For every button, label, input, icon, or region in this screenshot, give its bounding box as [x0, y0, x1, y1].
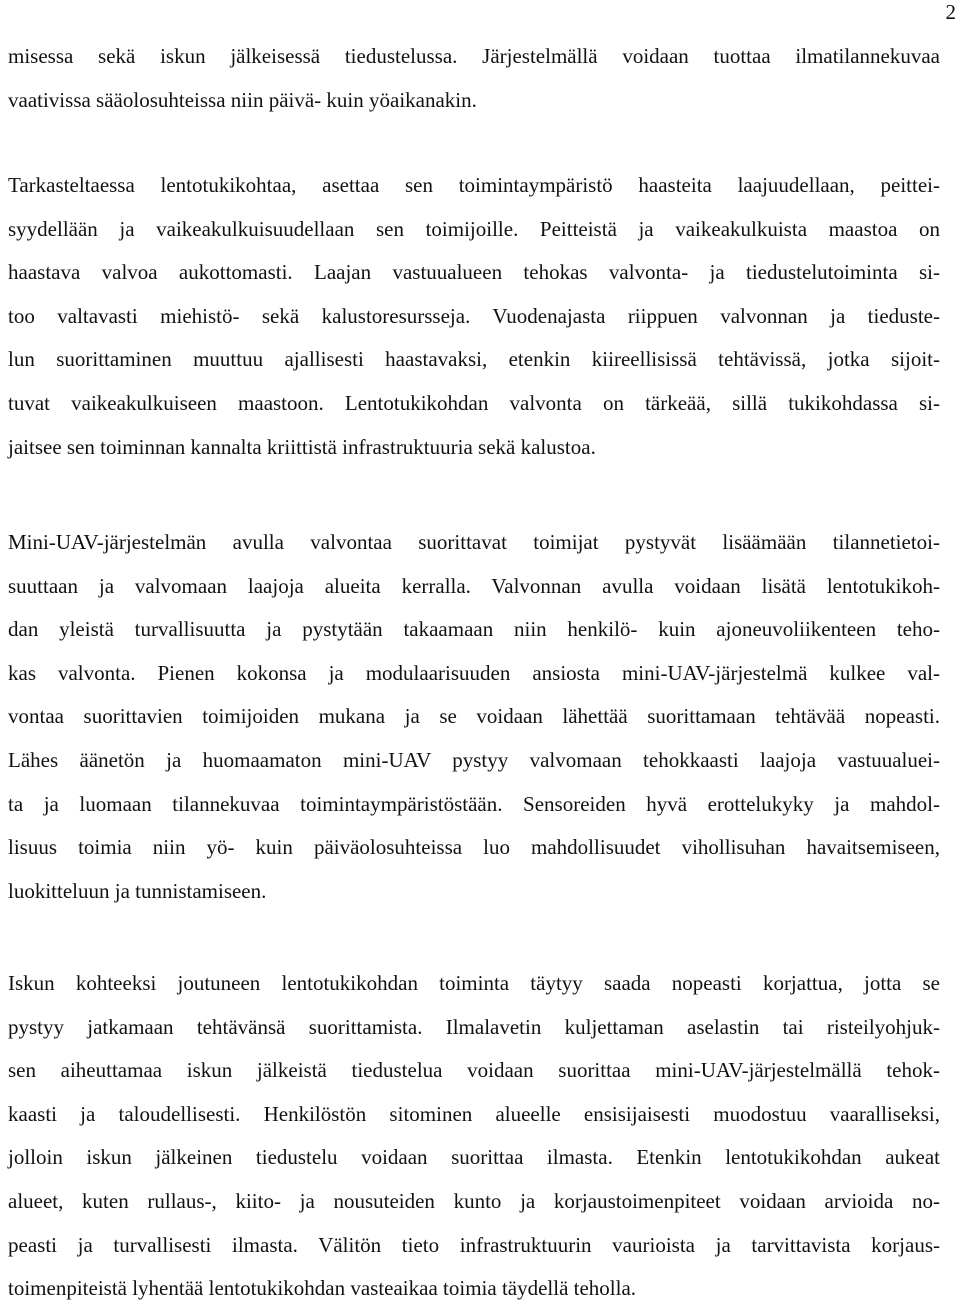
paragraph-3: [8, 521, 940, 913]
paragraph-line: jolloin iskun jälkeinen tiedustelu voidaan suorittaa ilmasta. Etenkin lentotukikohdan aukeat: [8, 1145, 940, 1170]
page-number: 2: [945, 0, 956, 24]
paragraph-line: lun suorittaminen muuttuu ajallisesti haastavaksi, etenkin kiireellisissä tehtävissä, jotka sijoit-: [8, 347, 940, 372]
paragraph-4: [8, 962, 940, 1311]
paragraph-line: alueet, kuten rullaus-, kiito- ja nousuteiden kunto ja korjaustoimenpiteet voidaan arvioida no-: [8, 1188, 940, 1213]
paragraph-line: jaitsee sen toiminnan kannalta kriittistä infrastruktuuria sekä kalustoa.: [8, 434, 596, 459]
paragraph-line: syydellään ja vaikeakulkuisuudellaan sen toimijoille. Peitteistä ja vaikeakulkuista maastoa on: [8, 216, 940, 241]
paragraph-line: pystyy jatkamaan tehtävänsä suorittamista. Ilmalavetin kuljettaman aselastin tai risteilyohjuk-: [8, 1014, 940, 1039]
paragraph-line: kaasti ja taloudellisesti. Henkilöstön sitominen alueelle ensisijaisesti muodostuu vaaralliseksi,: [8, 1101, 940, 1126]
paragraph-line: sen aiheuttamaa iskun jälkeistä tiedustelua voidaan suorittaa mini-UAV-järjestelmällä tehok-: [8, 1058, 940, 1083]
paragraph-line: kas valvonta. Pienen kokonsa ja modulaarisuuden ansiosta mini-UAV-järjestelmä kulkee val-: [8, 660, 940, 685]
paragraph-line: lisuus toimia niin yö- kuin päiväolosuhteissa luo mahdollisuudet vihollisuhan havaitsemiseen,: [8, 835, 940, 860]
paragraph-line: too valtavasti miehistö- sekä kalustoresursseja. Vuodenajasta riippuen valvonnan ja tieduste-: [8, 303, 940, 328]
paragraph-line: Tarkasteltaessa lentotukikohtaa, asettaa sen toimintaympäristö haasteita laajuudellaan, peittei-: [8, 173, 940, 197]
paragraph-2: [8, 164, 940, 469]
paragraph-line: tuvat vaikeakulkuiseen maastoon. Lentotukikohdan valvonta on tärkeää, sillä tukikohdassa si-: [8, 390, 940, 415]
paragraph-line: Lähes äänetön ja huomaamaton mini-UAV pystyy valvomaan tehokkaasti laajoja vastuualuei-: [8, 747, 940, 772]
paragraph-line: suuttaan ja valvomaan laajoja alueita kerralla. Valvonnan avulla voidaan lisätä lentotukikoh-: [8, 573, 940, 598]
paragraph-line: Mini-UAV-järjestelmän avulla valvontaa suorittavat toimijat pystyvät lisäämään tilannetietoi-: [8, 530, 940, 554]
paragraph-line: misessa sekä iskun jälkeisessä tiedustelussa. Järjestelmällä voidaan tuottaa ilmatilannekuvaa: [8, 44, 940, 68]
paragraph-line: peasti ja turvallisesti ilmasta. Välitön tieto infrastruktuurin vaurioista ja tarvittavista korjaus-: [8, 1232, 940, 1257]
paragraph-line: dan yleistä turvallisuutta ja pystytään takaamaan niin henkilö- kuin ajoneuvoliikenteen teho-: [8, 617, 940, 642]
paragraph-line: luokitteluun ja tunnistamiseen.: [8, 878, 267, 903]
paragraph-1: [8, 35, 940, 122]
paragraph-line: haastava valvoa aukottomasti. Laajan vastuualueen tehokas valvonta- ja tiedustelutoiminta si-: [8, 260, 940, 285]
paragraph-line: toimenpiteistä lyhentää lentotukikohdan vasteaikaa toimia täydellä teholla.: [8, 1276, 637, 1301]
paragraph-line: vaativissa sääolosuhteissa niin päivä- kuin yöaikanakin.: [8, 87, 477, 112]
paragraph-line: ta ja luomaan tilannekuvaa toimintaympäristöstään. Sensoreiden hyvä erottelukyky ja mahdol-: [8, 791, 940, 816]
paragraph-line: vontaa suorittavien toimijoiden mukana ja se voidaan lähettää suorittamaan tehtävää nopeasti.: [8, 704, 940, 729]
paragraph-line: Iskun kohteeksi joutuneen lentotukikohdan toiminta täytyy saada nopeasti korjattua, jotta se: [8, 971, 940, 995]
